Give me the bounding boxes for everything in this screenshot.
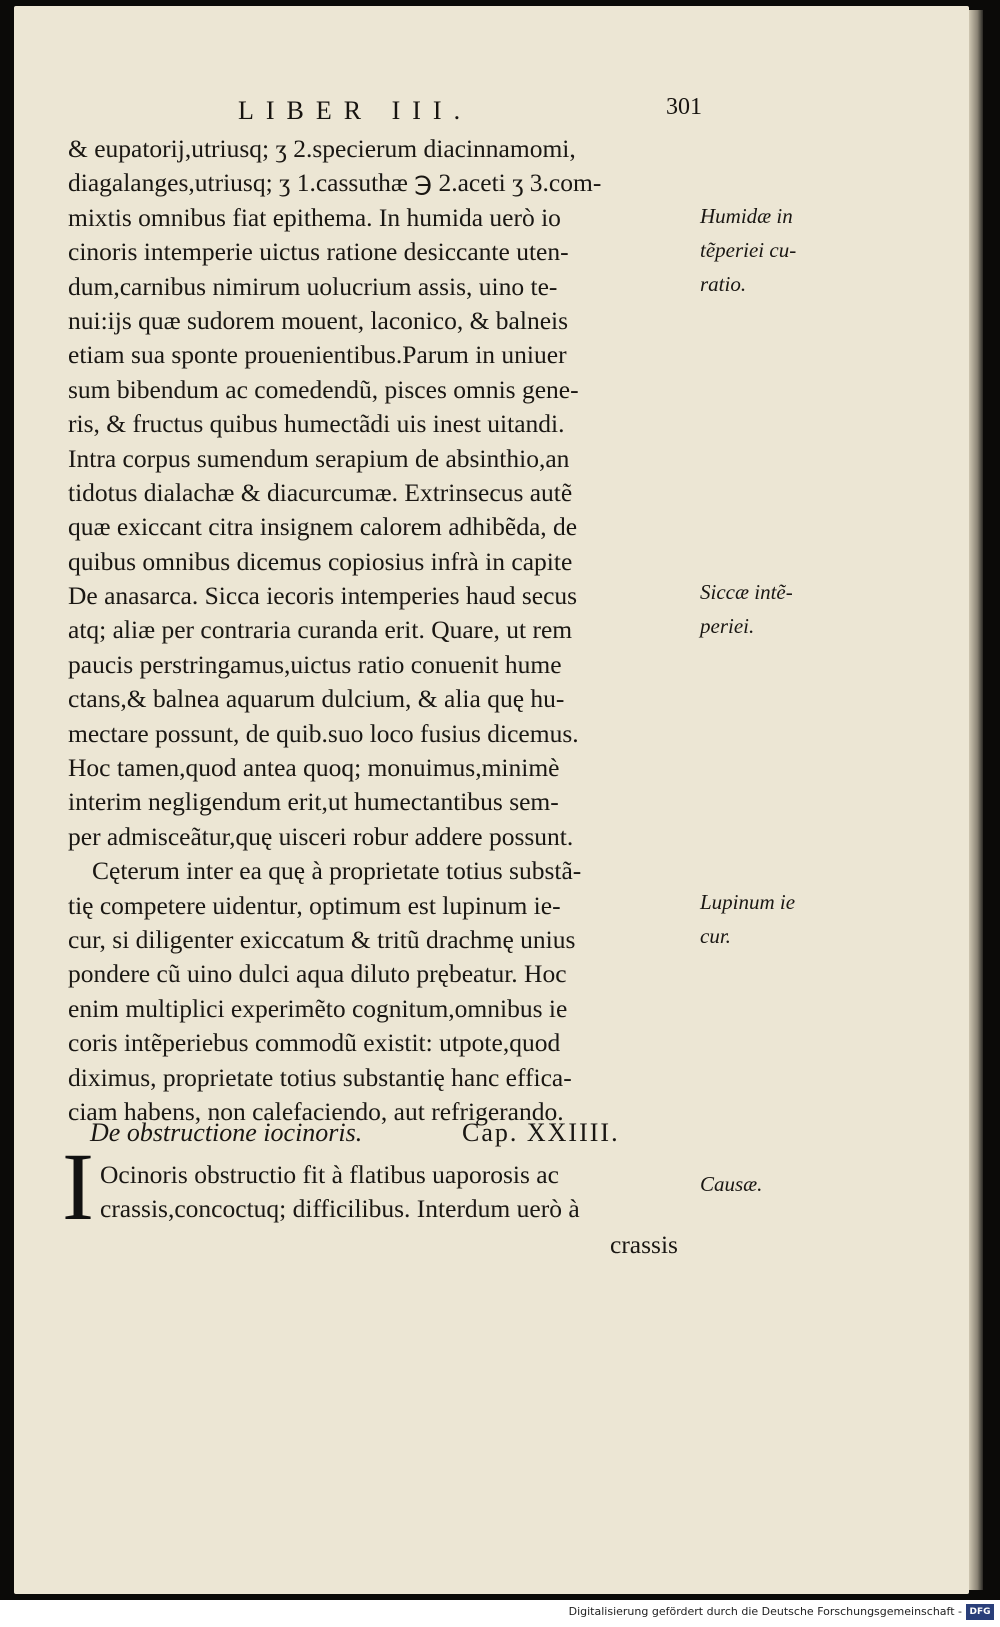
text-line: Ocinoris obstructio fit à flatibus uaporosis ac [100,1160,559,1189]
chapter-number: Cap. XXIIII. [462,1118,620,1147]
text-line: per admisceãtur,quę uisceri robur addere possunt. [68,821,574,851]
text-line: ctans,& balnea aquarum dulcium, & alia quę hu- [68,684,565,714]
text-line: crassis,concoctuq; difficilibus. Interdum uerò à [100,1194,580,1224]
text-line: interim negligendum erit,ut humectantibus sem- [68,787,559,817]
text-line: ris, & fructus quibus humectãdi uis inest uitandi. [68,409,565,439]
funding-credit: Digitalisierung gefördert durch die Deutsche Forschungsgemeinschaft - [568,1605,962,1618]
text-line: quibus omnibus dicemus copiosius infrà in capite [68,546,573,576]
margin-note-humidae: Humidæ in [700,204,793,228]
margin-note-lupinum: cur. [700,924,731,948]
margin-note-humidae: tẽperiei cu- [700,238,797,262]
text-line: De anasarca. Sicca iecoris intemperies haud secus [68,581,578,611]
text-line: diagalanges,utriusq; ʒ 1.cassuthæ ℈ 2.aceti ʒ 3.com- [68,168,602,198]
page-edge [969,10,983,1590]
text-line: cur, si diligenter exiccatum & tritũ drachmę unius [68,924,576,954]
margin-note-causae: Causæ. [700,1172,763,1196]
text-line: pondere cũ uino dulci aqua diluto prębeatur. Hoc [68,959,567,989]
catchword: crassis [610,1230,678,1259]
page-number: 301 [666,94,702,120]
text-line: cinoris intemperie uictus ratione desiccante uten- [68,237,569,267]
margin-note-humidae: ratio. [700,272,747,296]
text-line: dum,carnibus nimirum uolucrium assis, uino te- [68,271,558,301]
text-line: paucis perstringamus,uictus ratio conuenit hume [68,649,562,679]
text-line: tię competere uidentur, optimum est lupinum ie- [68,890,561,920]
margin-note-siccae: periei. [700,614,755,638]
text-line: mixtis omnibus fiat epithema. In humida uerò io [68,202,561,232]
main-text-block [68,132,708,1129]
text-line: ciam habens, non calefaciendo, aut refrigerando. [68,1096,564,1126]
text-line: quæ exiccant citra insignem calorem adhibẽda, de [68,512,578,542]
text-line: mectare possunt, de quib.suo loco fusius dicemus. [68,718,579,748]
drop-capital: I [62,1133,94,1240]
dfg-logo: DFG [966,1604,994,1620]
running-head-title: LIBER III. [238,96,473,125]
chapter-title: De obstructione iocinoris. [90,1118,363,1147]
text-line: nui:ijs quæ sudorem mouent, laconico, & balneis [68,305,569,335]
text-line: diximus, proprietate totius substantię hanc effica- [68,1062,572,1092]
text-line: Intra corpus sumendum serapium de absinthio,an [68,443,570,473]
text-line: Cęterum inter ea quę à proprietate totius substã- [92,856,582,886]
text-line: Hoc tamen,quod antea quoq; monuimus,minimè [68,753,560,783]
chapter-text [100,1158,700,1227]
text-line: & eupatorij,utriusq; ʒ 2.specierum diacinnamomi, [68,134,576,163]
text-line: atq; aliæ per contraria curanda erit. Quare, ut rem [68,615,573,645]
text-line: tidotus dialachæ & diacurcumæ. Extrinsecus autẽ [68,477,573,507]
digitization-footer [0,1600,1000,1627]
margin-note-lupinum: Lupinum ie [700,890,796,914]
text-line: coris intẽperiebus commodũ existit: utpote,quod [68,1028,561,1058]
margin-note-siccae: Siccæ intẽ- [700,580,793,604]
text-line: enim multiplici experimẽto cognitum,omnibus ie [68,993,568,1023]
chapter-heading [90,1118,690,1158]
text-line: etiam sua sponte prouenientibus.Parum in uniuer [68,340,567,370]
running-head [0,96,1000,136]
text-line: sum bibendum ac comedendũ, pisces omnis gene- [68,374,579,404]
